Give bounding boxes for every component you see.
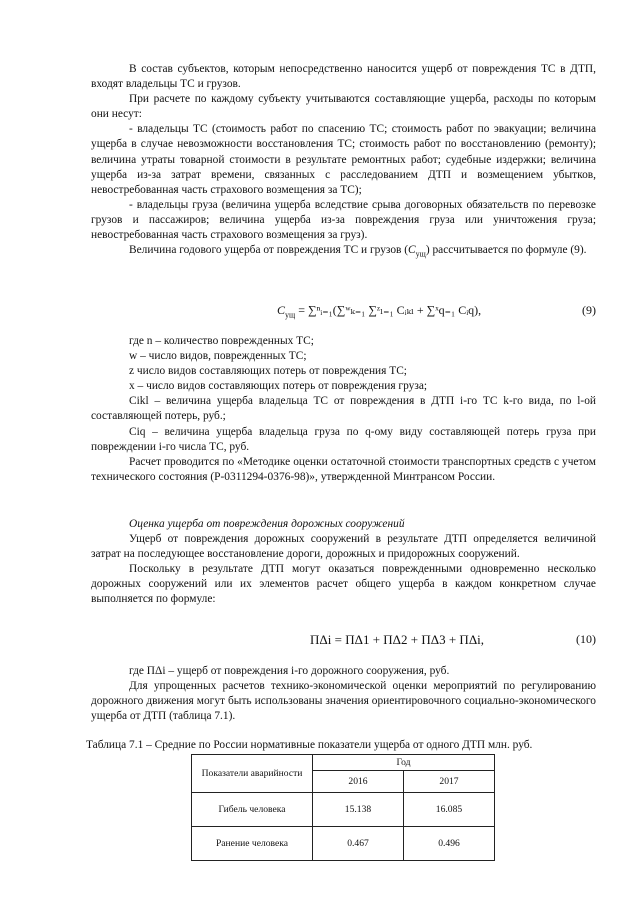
section-heading: Оценка ущерба от повреждения дорожных сооружений — [129, 518, 405, 530]
formula-9: $C_{ущ}$ = ∑ⁿᵢ₌₁(∑ʷₖ₌₁ ∑ᶻₗ₌₁ Cᵢₖₗ + ∑ˣq₌₁ Cᵢq), — [277, 303, 482, 320]
section-road-structures — [91, 517, 596, 608]
row-label: Гибель человека — [192, 793, 313, 827]
paragraph-simplified: Для упрощенных расчетов технико-экономической оценки мероприятий по регулированию дорожного движения могут быть использованы значения ориентировочного социально-экономического ущерба от ДТП (таблица 7.1). — [91, 680, 596, 723]
formula-9-number: (9) — [582, 303, 596, 317]
definition-p-delta: где ПΔi – ущерб от повреждения i-го дорожного сооружения, руб. — [129, 665, 450, 677]
header-year: Год — [313, 755, 495, 771]
header-year-2017: 2017 — [404, 771, 495, 793]
definition-ciq: Ciq – величина ущерба владельца груза по q-ому виду составляющей потерь груза при повреждении i-го числа ТС, руб. — [91, 425, 596, 453]
paragraph-annual-damage: Величина годового ущерба от повреждения ТС и грузов $(C_{ущ})$ рассчитывается по формуле (9). — [129, 244, 587, 259]
row-label: Ранение человека — [192, 827, 313, 861]
paragraph-cargo-owners: - владельцы груза (величина ущерба вследствие срыва договорных обязательств по перевозке грузов и пассажиров; величина ущерба из-за повреждения груза или уничтожения груза; невостребованная часть страхового возмещения за груз). — [91, 198, 596, 242]
intro-block — [91, 62, 596, 262]
row-value-2016: 15.138 — [313, 793, 404, 827]
paragraph-multiple-structures: Поскольку в результате ДТП могут оказаться поврежденными одновременно несколько дорожных сооружений или их элементов расчет общего ущерба в каждом конкретном случае выполняется по формуле: — [91, 563, 596, 606]
table-row — [192, 827, 495, 861]
row-value-2017: 0.496 — [404, 827, 495, 861]
definition-n: где n – количество поврежденных ТС; — [129, 335, 314, 347]
formula-10-number: (10) — [576, 632, 596, 646]
definition-z: z число видов составляющих потерь от повреждения ТС; — [129, 365, 407, 378]
paragraph-subjects: В состав субъектов, которым непосредственно наносится ущерб от повреждения ТС в ДТП, входят владельцы ТС и грузов. — [91, 63, 596, 91]
table-caption: Таблица 7.1 – Средние по России нормативные показатели ущерба от одного ДТП млн. руб. — [86, 739, 533, 751]
table-row — [192, 793, 495, 827]
damage-table — [191, 754, 495, 861]
paragraph-road-damage: Ущерб от повреждения дорожных сооружений в результате ДТП определяется величиной затрат на последующее восстановление дороги, дорожных и придорожных сооружений. — [91, 533, 596, 561]
header-indicator: Показатели аварийности — [192, 755, 313, 793]
formula-10: ПΔi = ПΔ1 + ПΔ2 + ПΔ3 + ПΔi, — [310, 632, 485, 647]
definition-cikl: Cikl – величина ущерба владельца ТС от повреждения в ДТП i-го ТС k-го вида, по l-ой составляющей потерь, руб.; — [91, 395, 596, 423]
row-value-2016: 0.467 — [313, 827, 404, 861]
definitions-block — [91, 334, 596, 485]
definition-w: w – число видов, поврежденных ТС; — [129, 350, 307, 363]
after-formula-block — [91, 664, 596, 724]
paragraph-vehicle-owners: - владельцы ТС (стоимость работ по спасению ТС; стоимость работ по эвакуации; величина ущерба в случае невозможности восстановления ТС; стоимость работ по восстановлению (ремонту); величина утраты товарной стоимости в результате ремонтных работ; судебные издержки; величина ущерба из-за затрат времени, связанных с расследованием ДТП и возмещением убытков, невостребованная часть страхового возмещения за ТС); — [91, 123, 596, 196]
definition-x: x – число видов составляющих потерь от повреждения груза; — [129, 380, 428, 393]
row-value-2017: 16.085 — [404, 793, 495, 827]
paragraph-components: При расчете по каждому субъекту учитываются составляющие ущерба, расходы по которым они несут: — [91, 93, 596, 121]
paragraph-methodology: Расчет проводится по «Методике оценки остаточной стоимости транспортных средств с учетом технического состояния (Р-0311294-0376-98)», утвержденной Минтрансом России. — [91, 455, 596, 483]
header-year-2016: 2016 — [313, 771, 404, 793]
